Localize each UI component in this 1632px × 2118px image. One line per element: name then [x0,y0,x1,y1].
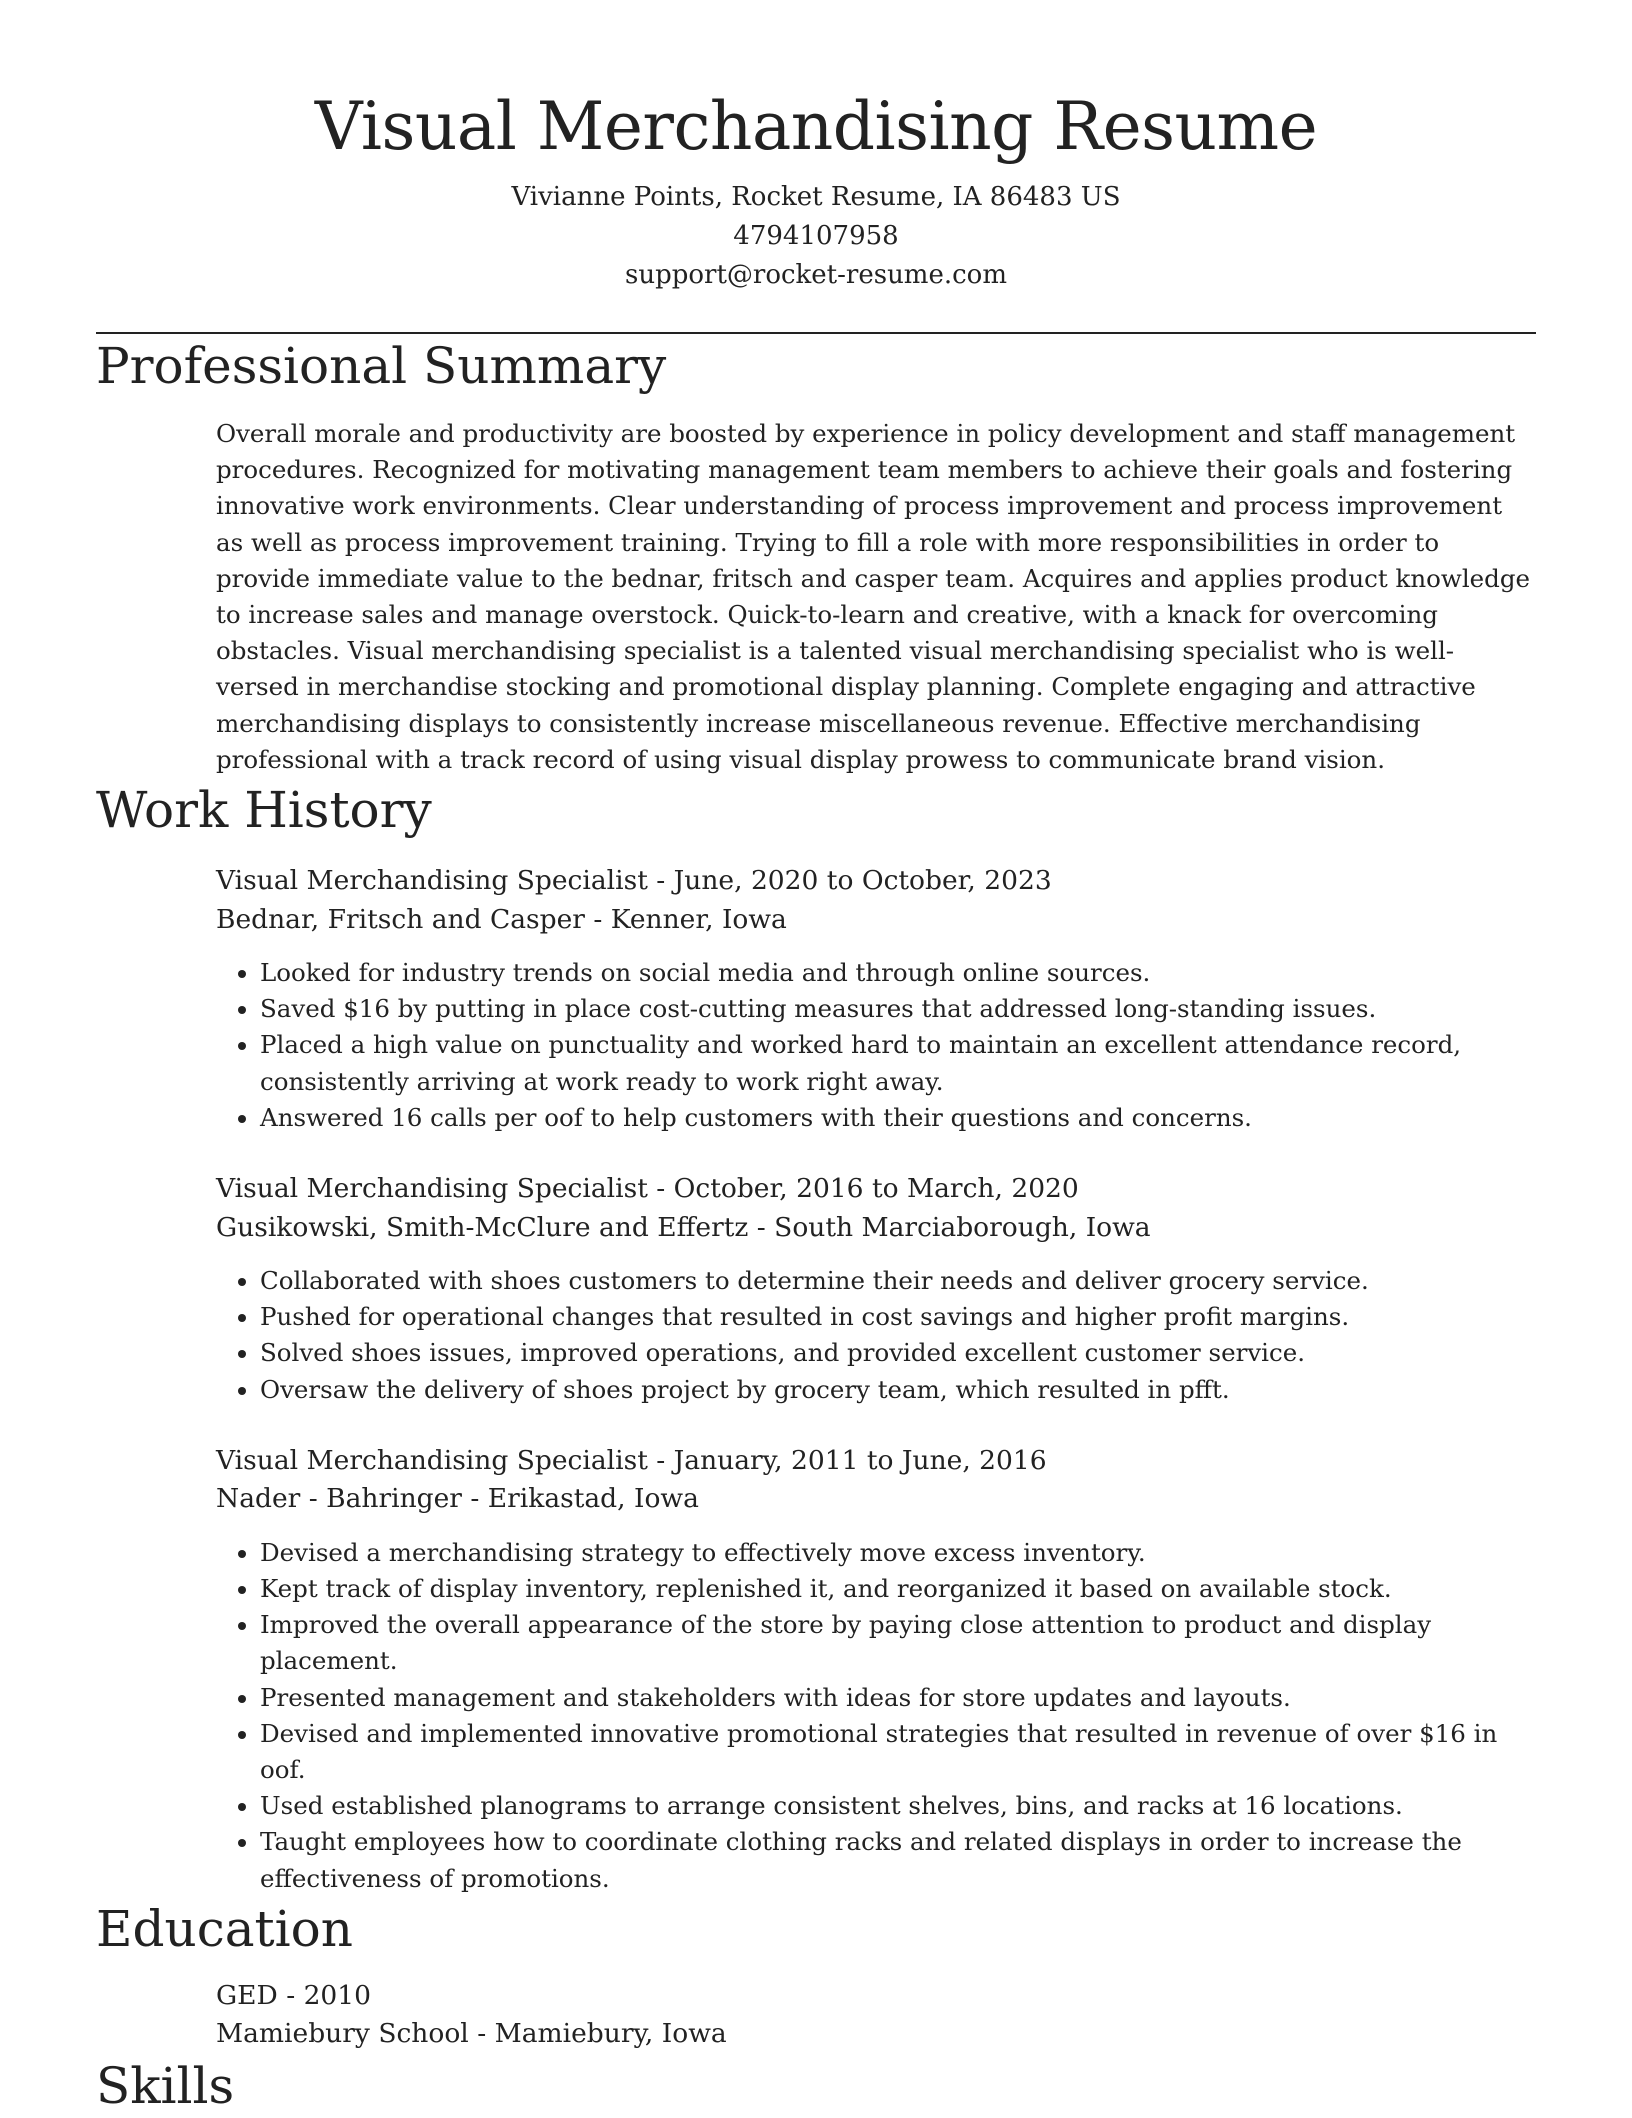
job-dates: - January, 2011 to June, 2016 [647,1444,1047,1476]
list-item: • Collaborated with shoes customers to determine their needs and deliver grocery service. [260,1263,1536,1299]
education-entry [216,1977,1536,2054]
job-bullets [216,1535,1536,1897]
list-item: • Improved the overall appearance of the store by paying close attention to product and display placement. [260,1607,1536,1679]
job-bullets [216,1263,1536,1408]
education-degree: GED [216,1979,278,2011]
job-title: Visual Merchandising Specialist [216,865,648,897]
job-dates: - October, 2016 to March, 2020 [647,1173,1079,1205]
job-bullets [216,955,1536,1136]
list-item: • Presented management and stakeholders with ideas for store updates and layouts. [260,1680,1536,1716]
education-school-line [216,2015,1536,2054]
list-item: • Looked for industry trends on social media and through online sources. [260,955,1536,991]
job-company: Bednar, Fritsch and Casper [216,903,585,935]
list-item: • Solved shoes issues, improved operations, and provided excellent customer service. [260,1335,1536,1371]
list-item: • Oversaw the delivery of shoes project by grocery team, which resulted in pfft. [260,1372,1536,1408]
work-history-heading: Work History [96,781,432,840]
job-company-line [216,901,1536,940]
contact-email: support@rocket-resume.com [624,260,1007,290]
list-item: • Answered 16 calls per oof to help customers with their questions and concerns. [260,1100,1536,1136]
job-title-line [216,1442,1536,1481]
list-item: • Devised a merchandising strategy to effectively move excess inventory. [260,1535,1536,1571]
job-title-line [216,1170,1536,1209]
job-company: Nader - Bahringer [216,1483,462,1515]
job-dates: - June, 2020 to October, 2023 [647,865,1052,897]
education-heading: Education [96,1899,353,1958]
contact-phone: 4794107958 [733,221,899,251]
contact-block [96,178,1536,295]
job-entry [216,1170,1536,1408]
summary-text: Overall morale and productivity are boosted by experience in policy development and staff management procedures. Recognized for motivating management team members to achieve their goals and fostering innovative work environments. Clear understanding of process improvement and process improvement as well as process improvement training. Trying to fill a role with more responsibilities in order to provide immediate value to the bednar, fritsch and casper team. Acquires and applies product knowledge to increase sales and manage overstock. Quick-to-learn and creative, with a knack for overcoming obstacles. Visual merchandising specialist is a talented visual merchandising specialist who is well-versed in merchandise stocking and promotional display planning. Complete engaging and attractive merchandising displays to consistently increase miscellaneous revenue. Effective merchandising professional with a track record of using visual display prowess to communicate brand vision. [216,419,1531,774]
job-title-line [216,862,1536,901]
job-entry [216,862,1536,1136]
job-title: Visual Merchandising Specialist [216,1173,648,1205]
education-school: Mamiebury School [216,2018,469,2050]
resume-title: Visual Merchandising Resume [314,88,1318,165]
summary-heading: Professional Summary [96,337,667,395]
contact-address: Vivianne Points, Rocket Resume, IA 86483 US [511,182,1121,212]
education-location: - Mamiebury, Iowa [468,2018,727,2050]
list-item: • Used established planograms to arrange consistent shelves, bins, and racks at 16 locations. [260,1788,1536,1824]
list-item: • Saved $16 by putting in place cost-cutting measures that addressed long-standing issues. [260,991,1536,1027]
job-location: - South Marciaborough, Iowa [748,1211,1151,1243]
job-company-line [216,1480,1536,1519]
skills-heading: Skills [96,2056,235,2115]
education-year: - 2010 [277,1979,372,2011]
list-item: • Placed a high value on punctuality and worked hard to maintain an excellent attendance record, consistently arriving at work ready to work right away. [260,1027,1536,1099]
job-title: Visual Merchandising Specialist [216,1444,648,1476]
list-item: • Pushed for operational changes that resulted in cost savings and higher profit margins. [260,1299,1536,1335]
job-entry [216,1442,1536,1897]
job-company-line [216,1209,1536,1248]
education-degree-line [216,1977,1536,2016]
list-item: • Devised and implemented innovative promotional strategies that resulted in revenue of over $16 in oof. [260,1716,1536,1788]
list-item: • Kept track of display inventory, replenished it, and reorganized it based on available stock. [260,1571,1536,1607]
job-company: Gusikowski, Smith-McClure and Effertz [216,1211,749,1243]
resume-page [96,0,1536,2118]
job-location: - Erikastad, Iowa [461,1483,699,1515]
job-location: - Kenner, Iowa [584,903,787,935]
list-item: • Taught employees how to coordinate clothing racks and related displays in order to increase the effectiveness of promotions. [260,1824,1536,1896]
